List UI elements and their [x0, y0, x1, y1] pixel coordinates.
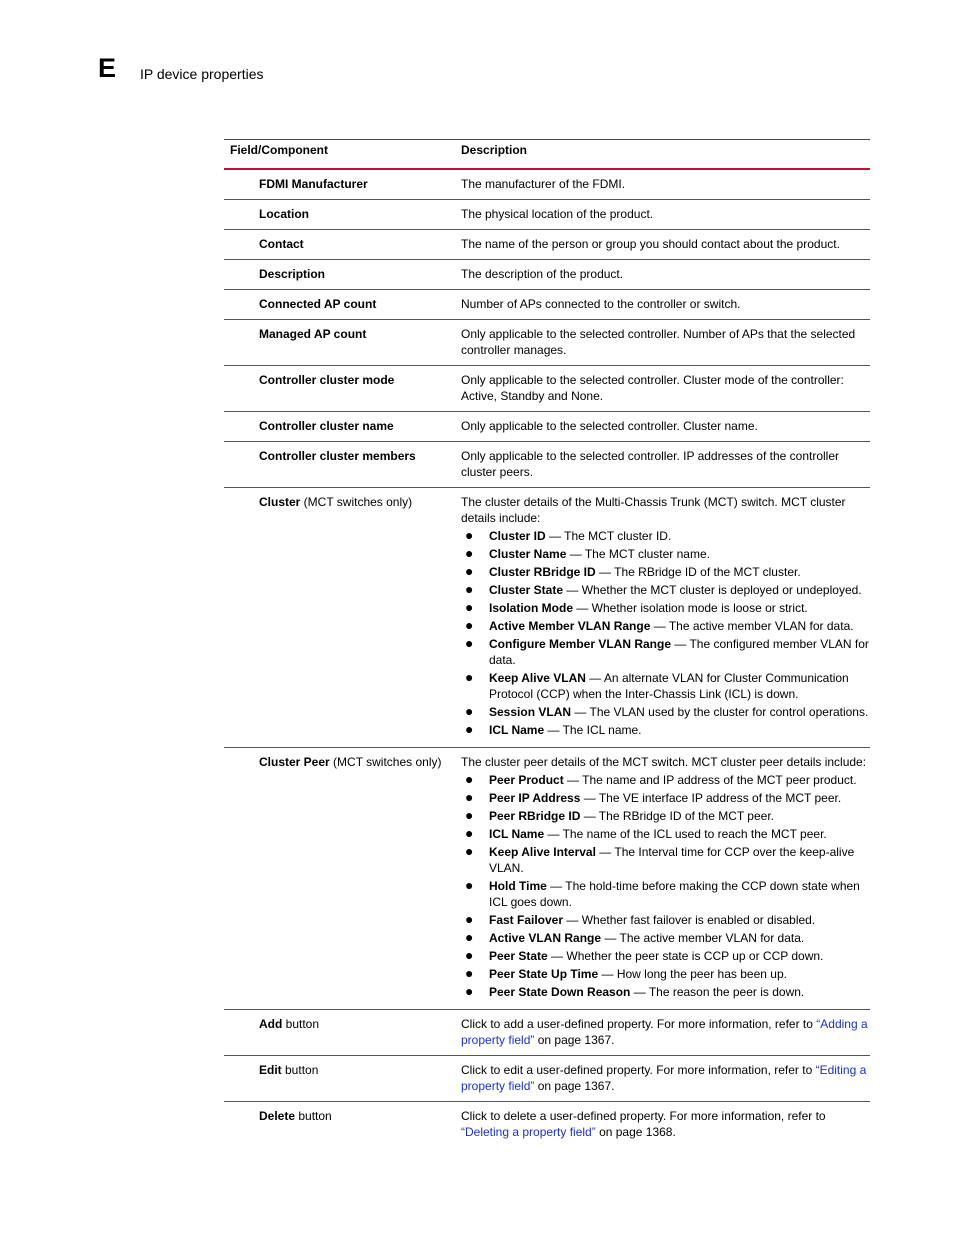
- bullet-icon: ●: [465, 545, 474, 561]
- page-reference: on page 1367.: [534, 1033, 615, 1047]
- page-reference: on page 1367.: [534, 1079, 615, 1093]
- list-item: [461, 948, 870, 964]
- table-row: [224, 366, 870, 412]
- field-description: [459, 1108, 870, 1140]
- list-item-text: — The active member VLAN for data.: [650, 619, 854, 633]
- table-row-cluster: [224, 488, 870, 748]
- bullet-icon: ●: [465, 617, 474, 633]
- bullet-icon: ●: [465, 983, 474, 999]
- field-name-suffix: button: [281, 1063, 319, 1077]
- bullet-icon: ●: [465, 635, 474, 651]
- bullet-icon: ●: [465, 877, 474, 893]
- page-header-title: IP device properties: [140, 66, 264, 82]
- cluster-peer-details-list: [461, 772, 870, 1000]
- bullet-icon: ●: [465, 563, 474, 579]
- description-text: Click to edit a user-defined property. For more information, refer to: [461, 1063, 816, 1077]
- field-name-suffix: button: [282, 1017, 320, 1031]
- list-item-text: — The VLAN used by the cluster for control operations.: [571, 705, 869, 719]
- list-item-term: Keep Alive VLAN: [489, 671, 586, 685]
- list-item: [461, 600, 870, 616]
- field-name-term: Cluster: [259, 495, 301, 509]
- list-item-term: Keep Alive Interval: [489, 845, 596, 859]
- field-description: [459, 754, 870, 1002]
- list-item-term: Isolation Mode: [489, 601, 573, 615]
- field-name-term: Edit: [259, 1063, 282, 1077]
- field-description: Number of APs connected to the controller or switch.: [461, 297, 741, 311]
- list-item: [461, 912, 870, 928]
- field-name: [224, 1016, 459, 1048]
- field-description: The physical location of the product.: [461, 207, 654, 221]
- list-item: [461, 826, 870, 842]
- bullet-icon: ●: [465, 581, 474, 597]
- list-item: [461, 808, 870, 824]
- field-name: Managed AP count: [259, 327, 367, 341]
- list-item: [461, 618, 870, 634]
- bullet-icon: ●: [465, 929, 474, 945]
- field-description: The name of the person or group you should contact about the product.: [461, 237, 840, 251]
- field-name: [224, 754, 459, 1002]
- bullet-icon: ●: [465, 703, 474, 719]
- list-item-term: Active VLAN Range: [489, 931, 602, 945]
- adding-property-field-link[interactable]: “Adding a property field”: [461, 1017, 868, 1047]
- list-item-term: Hold Time: [489, 879, 547, 893]
- description-text: Click to add a user-defined property. For more information, refer to: [461, 1017, 817, 1031]
- field-name: Description: [259, 267, 326, 281]
- list-item-text: — The ICL name.: [544, 723, 642, 737]
- list-item-term: Configure Member VLAN Range: [489, 637, 672, 651]
- field-name: [224, 1062, 459, 1094]
- table-row: [224, 170, 870, 200]
- field-name: Controller cluster mode: [259, 373, 395, 387]
- description-text: Click to delete a user-defined property. For more information, refer to: [461, 1109, 826, 1123]
- bullet-icon: ●: [465, 843, 474, 859]
- field-name-suffix: (MCT switches only): [329, 755, 442, 769]
- list-item-term: Fast Failover: [489, 913, 564, 927]
- list-item-text: — The MCT cluster ID.: [545, 529, 672, 543]
- field-description: The description of the product.: [461, 267, 624, 281]
- table-row-add-button: [224, 1010, 870, 1056]
- list-item-term: Peer RBridge ID: [489, 809, 581, 823]
- chapter-letter: E: [98, 53, 117, 83]
- field-description: [459, 1062, 870, 1094]
- list-item-text: — Whether the MCT cluster is deployed or undeployed.: [563, 583, 862, 597]
- list-item: [461, 844, 870, 876]
- list-item-term: Cluster RBridge ID: [489, 565, 596, 579]
- table-row: [224, 320, 870, 366]
- bullet-icon: ●: [465, 771, 474, 787]
- description-intro: The cluster details of the Multi-Chassis Trunk (MCT) switch. MCT cluster details include:: [461, 495, 846, 525]
- field-name: FDMI Manufacturer: [259, 177, 368, 191]
- list-item-text: — The configured member VLAN for data.: [489, 637, 869, 667]
- field-name: [224, 494, 459, 740]
- list-item-term: Peer State Down Reason: [489, 985, 631, 999]
- bullet-icon: ●: [465, 947, 474, 963]
- cluster-details-list: [461, 528, 870, 738]
- list-item-text: — Whether fast failover is enabled or disabled.: [563, 913, 816, 927]
- bullet-icon: ●: [465, 669, 474, 685]
- table-row-delete-button: [224, 1102, 870, 1147]
- table-row: [224, 260, 870, 290]
- list-item: [461, 546, 870, 562]
- bullet-icon: ●: [465, 965, 474, 981]
- list-item: [461, 582, 870, 598]
- field-name: Location: [259, 207, 309, 221]
- editing-property-field-link[interactable]: “Editing a property field”: [461, 1063, 867, 1093]
- list-item: [461, 878, 870, 910]
- field-description: [459, 494, 870, 740]
- properties-table: [224, 139, 870, 1147]
- list-item: [461, 564, 870, 580]
- bullet-icon: ●: [465, 599, 474, 615]
- list-item-text: — The name of the ICL used to reach the MCT peer.: [544, 827, 827, 841]
- table-row: [224, 442, 870, 488]
- deleting-property-field-link[interactable]: “Deleting a property field”: [461, 1125, 596, 1139]
- list-item: [461, 930, 870, 946]
- list-item-term: Active Member VLAN Range: [489, 619, 651, 633]
- list-item-text: — The RBridge ID of the MCT peer.: [580, 809, 774, 823]
- field-description: Only applicable to the selected controller. Cluster mode of the controller: Active, Standby and None.: [461, 373, 844, 403]
- page-reference: on page 1368.: [595, 1125, 676, 1139]
- list-item-text: — The name and IP address of the MCT peer product.: [563, 773, 857, 787]
- list-item: [461, 528, 870, 544]
- bullet-icon: ●: [465, 721, 474, 737]
- field-name: Connected AP count: [259, 297, 377, 311]
- list-item: [461, 722, 870, 738]
- list-item-term: Cluster State: [489, 583, 564, 597]
- list-item-text: — The Interval time for CCP over the keep-alive VLAN.: [489, 845, 855, 875]
- list-item-text: — Whether isolation mode is loose or strict.: [573, 601, 808, 615]
- field-name: [224, 1108, 459, 1140]
- list-item: [461, 670, 870, 702]
- table-row: [224, 412, 870, 442]
- column-header-field: Field/Component: [230, 143, 328, 157]
- table-row: [224, 200, 870, 230]
- list-item-term: ICL Name: [489, 723, 545, 737]
- list-item-text: — An alternate VLAN for Cluster Communication Protocol (CCP) when the Inter-Chassis Link (ICL) is down.: [489, 671, 849, 701]
- list-item: [461, 772, 870, 788]
- bullet-icon: ●: [465, 807, 474, 823]
- list-item-text: — How long the peer has been up.: [598, 967, 787, 981]
- field-name-term: Add: [259, 1017, 283, 1031]
- field-description: Only applicable to the selected controller. Cluster name.: [461, 419, 758, 433]
- field-description: Only applicable to the selected controller. IP addresses of the controller cluster peers.: [461, 449, 839, 479]
- list-item-term: Peer Product: [489, 773, 564, 787]
- table-row: [224, 230, 870, 260]
- field-description: The manufacturer of the FDMI.: [461, 177, 626, 191]
- list-item-term: Session VLAN: [489, 705, 572, 719]
- list-item: [461, 966, 870, 982]
- bullet-icon: ●: [465, 789, 474, 805]
- list-item-term: Peer State Up Time: [489, 967, 599, 981]
- list-item-text: — The MCT cluster name.: [566, 547, 710, 561]
- list-item-term: Peer IP Address: [489, 791, 581, 805]
- field-name-suffix: button: [295, 1109, 332, 1123]
- table-row-edit-button: [224, 1056, 870, 1102]
- description-intro: The cluster peer details of the MCT switch. MCT cluster peer details include:: [461, 755, 867, 769]
- table-header: [224, 139, 870, 170]
- list-item-text: — The reason the peer is down.: [630, 985, 805, 999]
- column-header-description: Description: [461, 143, 528, 157]
- bullet-icon: ●: [465, 911, 474, 927]
- list-item-term: Cluster Name: [489, 547, 567, 561]
- field-description: Only applicable to the selected controller. Number of APs that the selected controller manages.: [461, 327, 856, 357]
- list-item-text: — The active member VLAN for data.: [601, 931, 805, 945]
- list-item-term: Peer State: [489, 949, 548, 963]
- list-item-text: — The hold-time before making the CCP down state when ICL goes down.: [489, 879, 860, 909]
- field-name: Controller cluster members: [259, 449, 416, 463]
- field-description: [459, 1016, 870, 1048]
- table-row-cluster-peer: [224, 748, 870, 1010]
- field-name-term: Cluster Peer: [259, 755, 330, 769]
- list-item: [461, 636, 870, 668]
- list-item: [461, 790, 870, 806]
- bullet-icon: ●: [465, 527, 474, 543]
- field-name-suffix: (MCT switches only): [300, 495, 413, 509]
- list-item-text: — Whether the peer state is CCP up or CCP down.: [547, 949, 824, 963]
- list-item: [461, 704, 870, 720]
- field-name: Controller cluster name: [259, 419, 394, 433]
- table-row: [224, 290, 870, 320]
- field-name: Contact: [259, 237, 304, 251]
- list-item-text: — The VE interface IP address of the MCT peer.: [580, 791, 842, 805]
- list-item: [461, 984, 870, 1000]
- list-item-term: Cluster ID: [489, 529, 546, 543]
- field-name-term: Delete: [259, 1109, 296, 1123]
- bullet-icon: ●: [465, 825, 474, 841]
- list-item-text: — The RBridge ID of the MCT cluster.: [595, 565, 801, 579]
- list-item-term: ICL Name: [489, 827, 545, 841]
